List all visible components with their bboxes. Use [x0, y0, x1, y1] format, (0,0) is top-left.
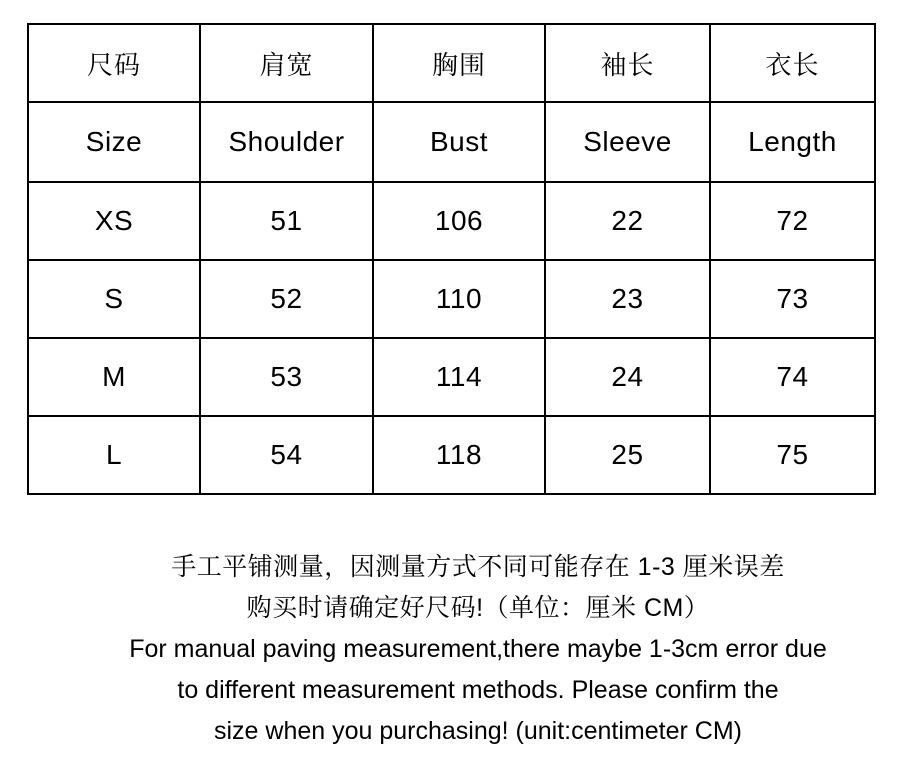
table-row-l: [28, 416, 875, 494]
cell-xs-size: XS: [28, 182, 200, 260]
cell-s-size: S: [28, 260, 200, 338]
cell-m-bust: 114: [373, 338, 545, 416]
note-line-cn-2: 购买时请确定好尺码!（单位：厘米 CM）: [246, 594, 710, 622]
header-cell-bust-cn: 胸围: [373, 24, 545, 102]
cell-xs-sleeve: 22: [545, 182, 710, 260]
header-cell-sleeve-cn: 袖长: [545, 24, 710, 102]
header-row-chinese: [28, 24, 875, 102]
header-cell-length-en: Length: [710, 102, 875, 182]
cell-s-shoulder: 52: [200, 260, 373, 338]
header-cell-shoulder-en: Shoulder: [200, 102, 373, 182]
cell-s-length: 73: [710, 260, 875, 338]
cell-l-shoulder: 54: [200, 416, 373, 494]
cell-m-size: M: [28, 338, 200, 416]
header-cell-size-cn: 尺码: [28, 24, 200, 102]
note-line-cn-1: 手工平铺测量，因测量方式不同可能存在 1-3 厘米误差: [171, 553, 785, 581]
cell-l-length: 75: [710, 416, 875, 494]
cell-xs-shoulder: 51: [200, 182, 373, 260]
cell-xs-length: 72: [710, 182, 875, 260]
cell-l-size: L: [28, 416, 200, 494]
header-cell-size-en: Size: [28, 102, 200, 182]
table-row-xs: [28, 182, 875, 260]
cell-m-sleeve: 24: [545, 338, 710, 416]
header-cell-shoulder-cn: 肩宽: [200, 24, 373, 102]
cell-s-sleeve: 23: [545, 260, 710, 338]
table-row-s: [28, 260, 875, 338]
note-line-en-3: size when you purchasing! (unit:centimeter CM): [213, 717, 742, 745]
cell-l-sleeve: 25: [545, 416, 710, 494]
cell-l-bust: 118: [373, 416, 545, 494]
header-cell-sleeve-en: Sleeve: [545, 102, 710, 182]
note-line-en-1: For manual paving measurement,there maybe 1-3cm error due: [129, 635, 827, 663]
table-row-m: [28, 338, 875, 416]
cell-m-shoulder: 53: [200, 338, 373, 416]
size-chart-table: [27, 23, 876, 495]
measurement-notes: [28, 547, 900, 752]
cell-xs-bust: 106: [373, 182, 545, 260]
cell-s-bust: 110: [373, 260, 545, 338]
header-row-english: [28, 102, 875, 182]
header-cell-bust-en: Bust: [373, 102, 545, 182]
note-line-en-2: to different measurement methods. Please confirm the: [177, 676, 779, 704]
header-cell-length-cn: 衣长: [710, 24, 875, 102]
cell-m-length: 74: [710, 338, 875, 416]
